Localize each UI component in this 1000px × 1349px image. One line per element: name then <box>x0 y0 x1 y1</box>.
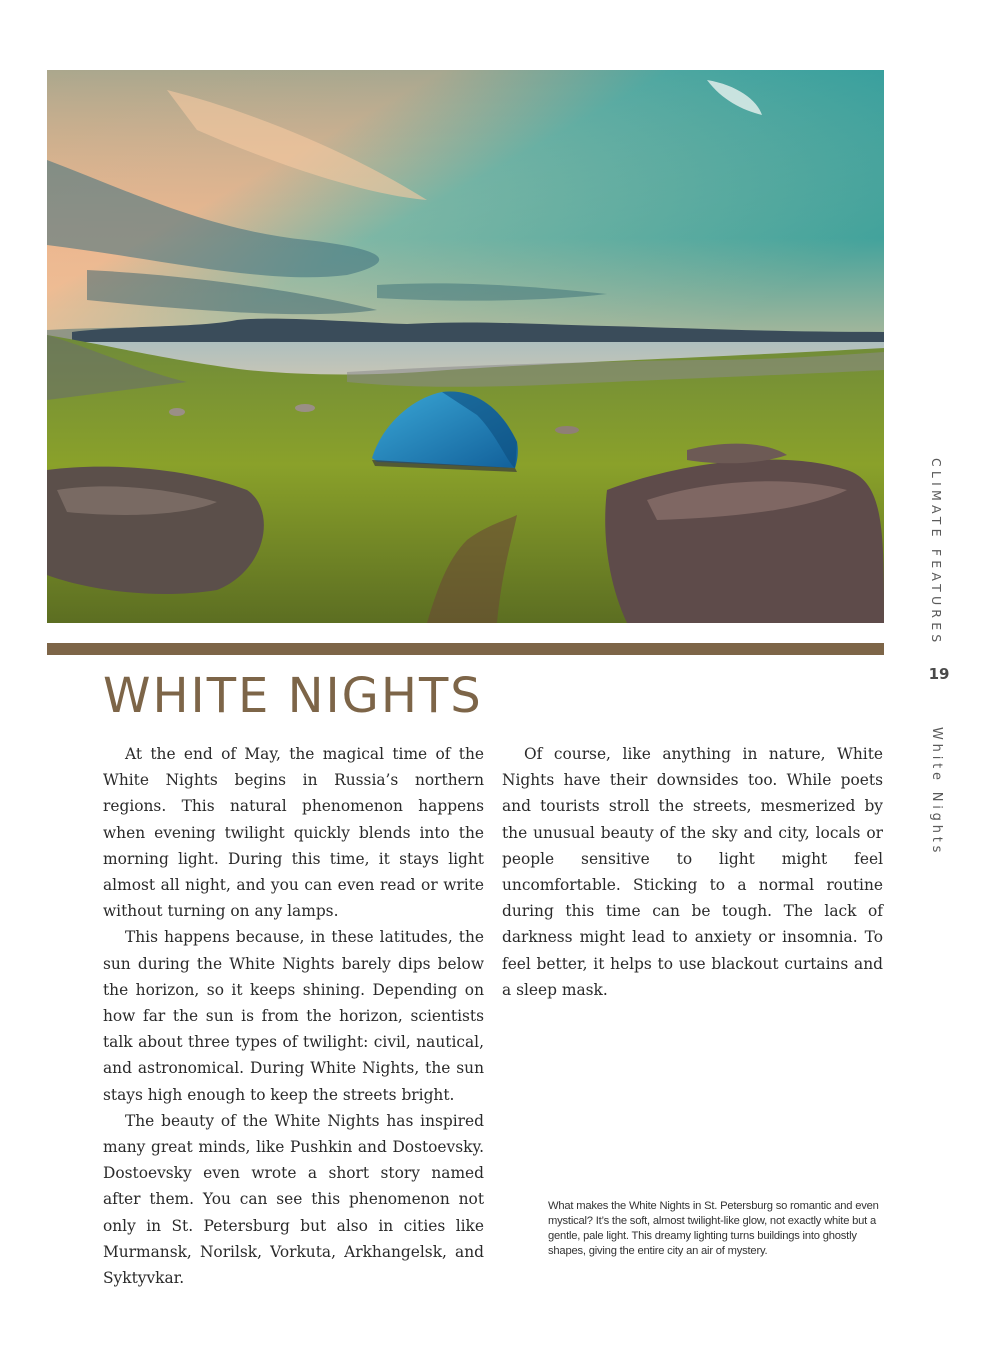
photo-caption: What makes the White Nights in St. Petersburg so romantic and even mystical? It’s the soft, almost twilight-like glow, not exactly white but a gentle, pale light. This dreamy lighting turns buildings into ghostly shapes, giving the entire city an air of mystery. <box>548 1200 879 1257</box>
running-topic-title: White Nights <box>929 727 944 857</box>
hero-photo <box>47 70 884 623</box>
body-paragraph: Of course, like anything in nature, White Nights have their downsides too. While poets and tourists stroll the streets, mesmerized by the unusual beauty of the sky and city, locals or people sensitive to light might feel uncomfortable. Sticking to a normal routine during this time can be tough. The lack of darkness might lead to anxiety or insomnia. To feel better, it helps to use blackout curtains and a sleep mask. <box>502 745 883 999</box>
body-paragraph: This happens because, in these latitudes, the sun during the White Nights barely dips below the horizon, so it keeps shining. Depending on how far the sun is from the horizon, scientists talk about three types of twilight: civil, nautical, and astronomical. During White Nights, the sun stays high enough to keep the streets bright. <box>103 928 484 1104</box>
body-paragraph: The beauty of the White Nights has inspired many great minds, like Pushkin and Dostoevsky. Dostoevsky even wrote a short story named after them. You can see this phenomenon not only in St. Petersburg but also in cities like Murmansk, Norilsk, Vorkuta, Arkhangelsk, and Syktyvkar. <box>103 1111 484 1288</box>
body-column-left <box>103 741 484 1291</box>
tent-landscape-photo <box>47 70 884 623</box>
page-number: 19 <box>928 665 950 683</box>
page-title: WHITE NIGHTS <box>103 668 483 724</box>
body-column-right <box>502 741 883 1003</box>
running-section-title: CLIMATE FEATURES <box>929 458 944 647</box>
body-paragraph: At the end of May, the magical time of the White Nights begins in Russia’s northern regions. This natural phenomenon happens when evening twilight quickly blends into the morning light. During this time, it stays light almost all night, and you can even read or write without turning on any lamps. <box>103 745 484 921</box>
title-rule <box>47 643 884 655</box>
